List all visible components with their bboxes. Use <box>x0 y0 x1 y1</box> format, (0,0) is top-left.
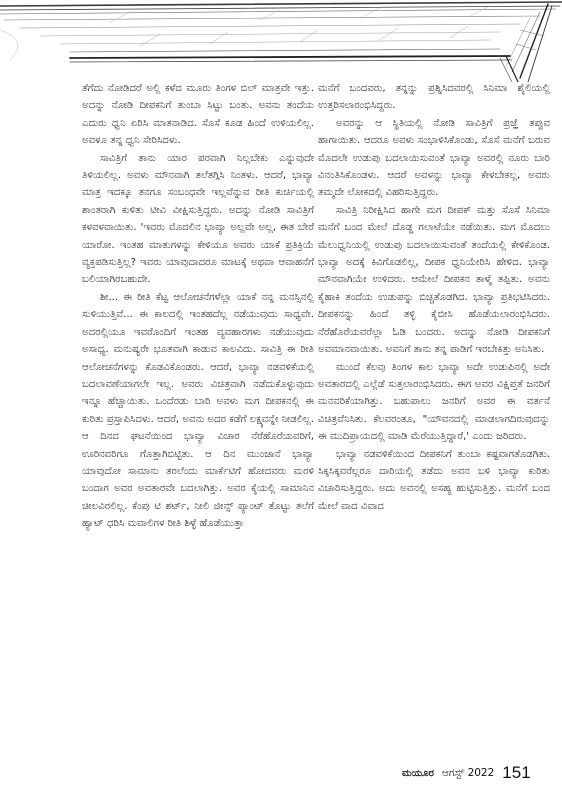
sketch-frame-illustration <box>0 0 562 82</box>
paragraph: ತೆಗೆದು ನೋಡಿದರೆ ಅಲ್ಲಿ ಕಳೆದ ಮೂರು ತಿಂಗಳ ಬಿಲ್ ಮಾತ್ರವೇ ಇತ್ತು. ಅದನ್ನು ನೋಡಿ ದೀಪಕನಿಗೆ ತುಂಬಾ ಸಿಟ್ಟು ಬಂತು. ಅವನು ತಂದೆಯ ಎದುರು ಧ್ವನಿ ಏರಿಸಿ ಮಾತನಾಡಿದ. ಸೊಸೆ ಕೂಡ ಹಿಂದೆ ಉಳಿಯಲಿಲ್ಲ. ಅವಳೂ ತನ್ನ ಧ್ವನಿ ಸೇರಿಸಿದಳು. <box>82 83 314 147</box>
decorative-frame-sketch <box>0 0 562 82</box>
page-footer <box>402 762 531 784</box>
magazine-name: ಮಯೂರ <box>402 767 434 779</box>
paragraph: ಮನೆಗೆ ಬಂದವರು, ತನ್ನನ್ನು ಪ್ರಶ್ನಿಸಿದವರಲ್ಲಿ ಸಿನಿಮಾ ಶೈಲಿಯಲ್ಲಿ ಉತ್ತರಿಸಲಾರಂಭಿಸಿದ್ದರು. <box>318 83 550 112</box>
article-column-right <box>318 80 550 515</box>
paragraph: ಸಾವಿತ್ರಿ ನಿರೀಕ್ಷಿಸಿದ ಹಾಗೇ ಮಗ ದೀಪಕ್ ಮತ್ತು ಸೊಸೆ ಸಿನಿಮಾ ಮನೆಗೆ ಬಂದ ಮೇಲೆ ದೊಡ್ಡ ಗಲಾಟೆಯೇ ನಡೆಯಿತು. ಮಗ ಮೊದಲು ಮೆಲುಧ್ವನಿಯಲ್ಲಿ ಉಡುಪು ಬದಲಾಯಿಸುವಂತೆ ತಂದೆಯಲ್ಲಿ ಕೇಳಿಕೊಂಡ. ಭಾವ್ಯಾ ಅದಕ್ಕೆ ಕಿವಿಗೊಡಲಿಲ್ಲ, ದೀಪಕ ಧ್ವನಿಯೇರಿಸಿ ಹೇಳಿದ. ಭಾವ್ಯಾ ಮೌನವಾಗಿಯೇ ಉಳಿದರು. ಆಮೇಲೆ ದೀಪಕನ ತಾಳ್ಮೆ ತಪ್ಪಿತು. ಅವನು ಕೈಹಾಕಿ ತಂದೆಯ ಉಡುಪನ್ನು ಬಿಚ್ಚತೊಡಗಿದ. ಭಾವ್ಯಾ ಪ್ರತಿಭಟಿಸಿದರು. ದೀಪಕನನ್ನು ಹಿಂದೆ ತಳ್ಳಿ ಕೈಬೀಸಿ ಹೊಡೆಯಲಾರಂಭಿಸಿದರು. ನೆರೆಹೊರೆಯವರೆಲ್ಲಾ ಓಡಿ ಬಂದರು. ಅದನ್ನು ನೋಡಿ ದೀಪಕನಿಗೆ ಅವಮಾನವಾಯಿತು. ಅವನಿಗೆ ತಾನು ತನ್ನ ಪಾಡಿಗೆ ಇರಬೇಕಿತ್ತು ಅನಿಸಿತು. <box>318 204 550 356</box>
paragraph: ಮುಂದೆ ಕೆಲವು ತಿಂಗಳ ಕಾಲ ಭಾವ್ಯಾ ಅದೇ ಉಡುಪಿನಲ್ಲಿ ಅದೇ ಅವತಾರದಲ್ಲಿ ಎಲ್ಲೆಡೆ ಸುತ್ತಲಾರಂಭಿಸಿದರು. ಈಗ ಅವರ ವಿಕ್ಷಿಪ್ತತೆ ಜನರಿಗೆ ಮನವರಿಕೆಯಾಗಿತ್ತು. ಬಹುಪಾಲು ಜನರಿಗೆ ಅವರ ಈ ವರ್ತನೆ ವಿಚಿತ್ರವೆನಿಸಿತು. ಕೆಲವರಂತೂ, "ಯೌವನದಲ್ಲಿ ಮಾಡಲಾಗದಿರುವುದನ್ನು ಈ ಮುದಿಪ್ರಾಯದಲ್ಲಿ ಮಾಡಿ ಮೆರೆಯುತ್ತಿದ್ದಾರೆ,' ಎಂದು ಜರಿದರು. <box>318 361 550 443</box>
article-column-left <box>82 80 314 533</box>
paragraph: ಸಾವಿತ್ರಿಗೆ ತಾನು ಯಾರ ಪರವಾಗಿ ನಿಲ್ಲಬೇಕು ಎನ್ನುವುದೇ ತಿಳಿಯಲಿಲ್ಲ. ಅವಳು ಮೌನವಾಗಿ ತಲೆತಗ್ಗಿಸಿ ನಿಂತಳು. ಆದರೆ, ಭಾವ್ಯಾ ಮಾತ್ರ ಇದಕ್ಕೂ ತನಗೂ ಸಂಬಂಧವೇ ಇಲ್ಲವೆನ್ನುವ ರೀತಿ ಕುರ್ಚಿಯಲ್ಲಿ ಶಾಂತರಾಗಿ ಕುಳಿತು ಟೀವಿ ವೀಕ್ಷಿಸುತ್ತಿದ್ದರು. ಅದನ್ನು ನೋಡಿ ಸಾವಿತ್ರಿಗೆ ಕಳವಳವಾಯಿತು. 'ಇವರು ಮೊದಲಿನ ಭಾವ್ಯಾ ಅಲ್ಲವೇ ಅಲ್ಲ, ಈತ ಬೇರೆ ಯಾರೋ. ಇಂತಹ ಮಾತುಗಳನ್ನು ಕೇಳಿಯೂ ಅವರು ಯಾಕೆ ಪ್ರತಿಕ್ರಿಯೆ ವ್ಯಕ್ತಪಡಿಸುತ್ತಿಲ್ಲ? ಇವರು ಯಾವುದಾದರೂ ಮಾಟಕ್ಕೆ ಅಥವಾ ಆವಾಹನೆಗೆ ಬಲಿಯಾಗಿರಬಹುದೇ. <box>82 152 314 286</box>
issue-date: ಆಗಸ್ಟ್ 2022 <box>441 766 495 779</box>
page-number: 151 <box>502 763 531 782</box>
paragraph: ಅವರನ್ನು ಆ ಸ್ಥಿತಿಯಲ್ಲಿ ನೋಡಿ ಸಾವಿತ್ರಿಗೆ ಪ್ರಜ್ಞೆ ತಪ್ಪುವ ಹಾಗಾಯಿತು. ಆದರೂ ಅವಳು ಸಂಭಾಳಿಸಿಕೊಂಡು, ಸೊಸೆ ಮನೆಗೆ ಬರುವ ಮೊದಲೇ ಉಡುಪು ಬದಲಾಯಿಸುವಂತೆ ಭಾವ್ಯಾ ಅವರಲ್ಲಿ ನೂರು ಬಾರಿ ವಿನಂತಿಸಿಕೊಂಡಳು. ಆದರೆ ಅವಳನ್ನು ಭಾವ್ಯಾ ಕೇಳಬೇಕಲ್ಲ, ಅವರು ತಮ್ಮದೇ ಲೋಕದಲ್ಲಿ ವಿಹರಿಸುತ್ತಿದ್ದರು. <box>318 117 550 199</box>
paragraph: ಶೀ... ಈ ರೀತಿ ಕೆಟ್ಟ ಆಲೋಚನೆಗಳೆಲ್ಲಾ ಯಾಕೆ ನನ್ನ ಮನಸ್ಸಿನಲ್ಲಿ ಸುಳಿಯುತ್ತಿವೆ... ಈ ಕಾಲದಲ್ಲಿ ಇಂತಹದೆಲ್ಲ ನಡೆಯುವುದು ಸಾಧ್ಯವೇ. ಅದರಲ್ಲಿಯೂ ಇವರೊಂದಿಗೆ ಇಂತಹ ವ್ಯವಹಾರಗಳು ನಡೆಯುವುದು ಅಸಾಧ್ಯ. ಮನುಷ್ಯರೇ ಭೂತವಾಗಿ ಕಾಡುವ ಕಾಲವಿದು. ಸಾವಿತ್ರಿ ಈ ರೀತಿ ಆಲೋಚನೆಗಳನ್ನು ಕೊಡವಿಕೊಂಡರು. ಆದರೆ, ಭಾವ್ಯಾ ನಡವಳಿಕೆಯಲ್ಲಿ ಬದಲಾವಣೆಯಾಗಲೇ ಇಲ್ಲ. ಅವರು ವಿಚಿತ್ರವಾಗಿ ನಡೆದುಕೊಳ್ಳುವುದು ಇನ್ನೂ ಹೆಚ್ಚಾಯಿತು. ಒಂದೆರಡು ಬಾರಿ ಅವಳು ಮಗ ದೀಪಕನಲ್ಲಿ ಈ ಕುರಿತು ಪ್ರಸ್ತಾಪಿಸಿದಳು. ಆದರೆ, ಅವನು ಅದರ ಕಡೆಗೆ ಲಕ್ಷ್ಯವನ್ನೇ ನೀಡಲಿಲ್ಲ. ಆ ದಿನದ ಘಟನೆಯಿಂದ ಭಾವ್ಯಾ ವಿಚಾರ ನೆರೆಹೊರೆಯವರಿಗೆ, ಊರಿನವರಿಗೂ ಗೊತ್ತಾಗಿಬಿಟ್ಟಿತು. ಆ ದಿನ ಮುಂಜಾನೆ ಭಾವ್ಯಾ ಯಾವುದೋ ಸಾಮಾನು ತರಲೆಂದು ಮಾರ್ಕೆಟಿಗೆ ಹೋದವರು ಮರಳಿ ಬಂದಾಗ ಅವರ ಅವತಾರವೇ ಬದಲಾಗಿತ್ತು. ಅವರ ಕೈಯಲ್ಲಿ ಸಾಮಾನಿನ ಚೀಲವಿರಲಿಲ್ಲ. ಕೆಂಪು ಟಿ ಶರ್ಟ್, ನೀಲಿ ಜೀನ್ಸ್ ಪ್ಯಾಂಟ್ ತೊಟ್ಟು ತಲೆಗೆ ಹ್ಯಾಟ್ ಧರಿಸಿ ಮವಾಲಿಗಳ ರೀತಿ ಶಿಳ್ಳೆ ಹೊಡೆಯುತ್ತಾ <box>82 291 315 530</box>
paragraph: ಭಾವ್ಯಾ ನಡವಳಿಕೆಯಿಂದ ದೀಪಕನಿಗೆ ತುಂಬಾ ಕಷ್ಟವಾಗತೊಡಗಿತು. ಸಿಕ್ಕಸಿಕ್ಕವರೆಲ್ಲರೂ ದಾರಿಯಲ್ಲಿ ತಡೆದು ಅವನ ಬಳಿ ಭಾವ್ಯಾ ಕುರಿತು ವಿಚಾರಿಸುತ್ತಿದ್ದರು. ಅದು ಅವನಲ್ಲಿ ಅಸಹ್ಯ ಹುಟ್ಟಿಸುತ್ತಿತ್ತು. ಮನೆಗೆ ಬಂದ ಮೇಲೆ ವಾದ ವಿವಾದ <box>318 448 550 512</box>
